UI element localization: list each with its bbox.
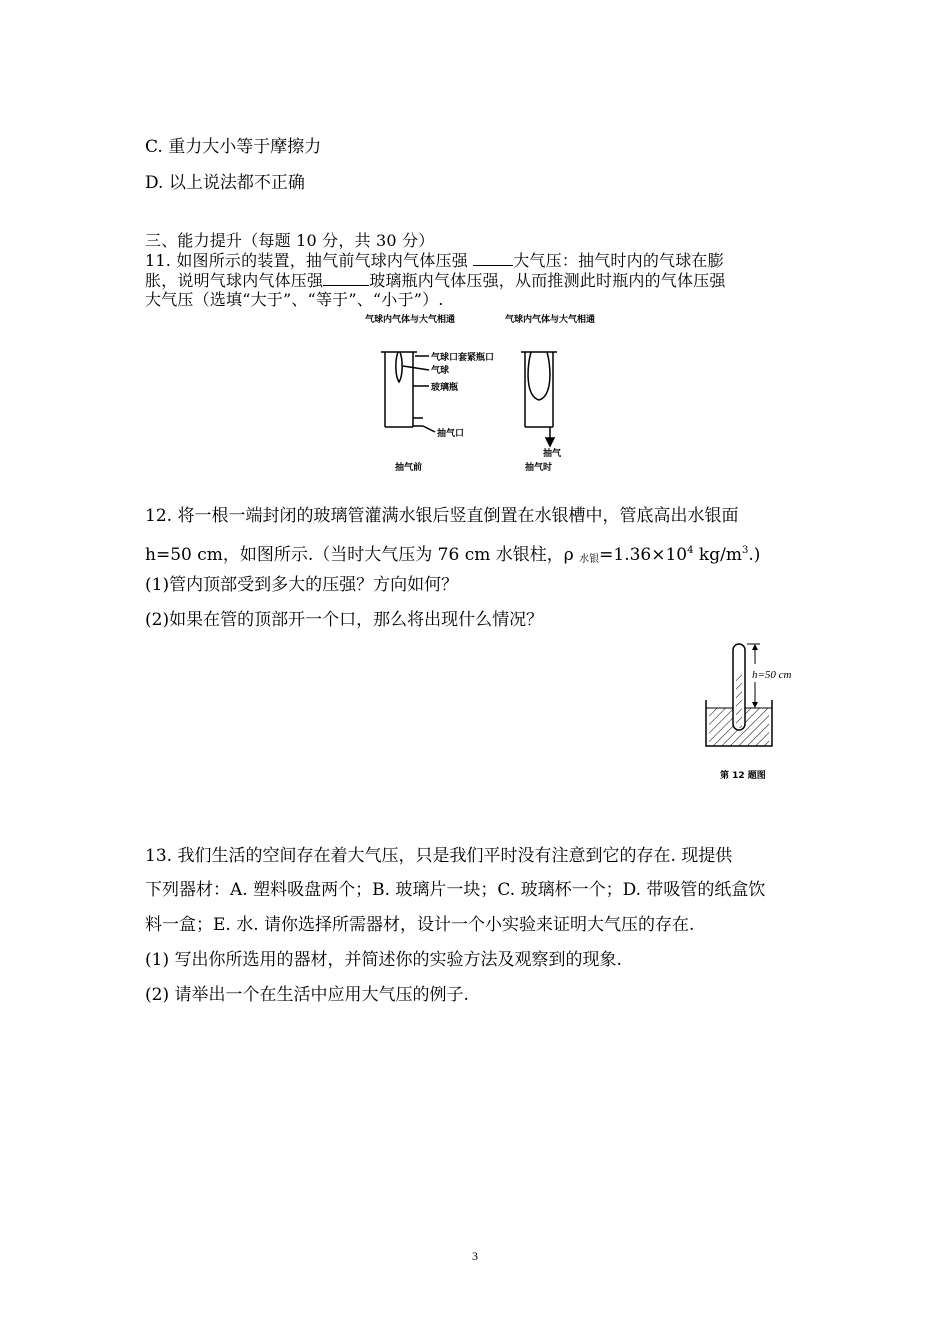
q12-text-d: .) [748, 545, 761, 565]
q11-right-top-label: 气球内气体与大气相通 [505, 315, 596, 325]
q11-line-3: 大气压（选填“大于”、“等于”、“小于”）. [145, 290, 444, 309]
q11-outlet-label: 抽气口 [437, 429, 465, 439]
q12-line-2 [145, 541, 760, 570]
q12-sub-1: (1)管内顶部受到多大的压强？方向如何？ [145, 575, 459, 595]
q11-blank-1 [473, 250, 513, 266]
q11-mouth-label: 气球口套紧瓶口 [431, 353, 495, 363]
q11-bottle-label: 玻璃瓶 [431, 383, 459, 393]
q11-blank-2 [323, 270, 369, 286]
q13-sub-1: (1) 写出你所选用的器材，并简述你的实验方法及观察到的现象. [145, 950, 622, 970]
q12-text-a: h=50 cm，如图所示.（当时大气压为 76 cm 水银柱，ρ [145, 545, 580, 565]
q11-caption-right: 抽气时 [525, 463, 553, 473]
q12-sub-2: (2)如果在管的顶部开一个口，那么将出现什么情况？ [145, 610, 544, 630]
option-d: D. 以上说法都不正确 [145, 173, 305, 193]
q12-rho-subscript: 水银 [579, 554, 600, 565]
q11-diagram [345, 310, 615, 480]
q11-caption-left: 抽气前 [395, 463, 423, 473]
q13-line-2: 下列器材：A. 塑料吸盘两个；B. 玻璃片一块；C. 玻璃杯一个；D. 带吸管的纸盒饮 [145, 880, 766, 900]
q12-height-label: h=50 cm [752, 669, 792, 681]
q12-diagram [700, 640, 815, 785]
q11-text-b: 大气压：抽气时内的气球在膨 [513, 251, 724, 270]
q13-line-1: 13. 我们生活的空间存在着大气压，只是我们平时没有注意到它的存在. 现提供 [145, 846, 733, 866]
q12-unit-exponent: 3 [741, 545, 749, 556]
q11-figure [345, 310, 615, 480]
page-number: 3 [472, 1249, 478, 1263]
q11-text-c: 胀，说明气球内气体压强 [145, 271, 324, 290]
q11-text-a: 11. 如图所示的装置，抽气前气球内气体压强 [145, 251, 474, 270]
q12-figure [700, 640, 815, 785]
q12-line-1: 12. 将一根一端封闭的玻璃管灌满水银后竖直倒置在水银槽中，管底高出水银面 [145, 506, 739, 526]
q11-text-d: 玻璃瓶内气体压强，从而推测此时瓶内的气体压强 [369, 271, 726, 290]
q13-line-3: 料一盒；E. 水. 请你选择所需器材，设计一个小实验来证明大气压的存在. [145, 915, 695, 935]
q12-exponent: 4 [687, 545, 694, 556]
q12-figure-caption: 第 12 题图 [720, 771, 766, 781]
q11-pump-label: 抽气 [543, 449, 562, 459]
q11-left-top-label: 气球内气体与大气相通 [365, 315, 456, 325]
q11-line-1 [145, 250, 724, 271]
q13-sub-2: (2) 请举出一个在生活中应用大气压的例子. [145, 985, 469, 1005]
option-c: C. 重力大小等于摩擦力 [145, 137, 322, 157]
section-heading: 三、能力提升（每题 10 分，共 30 分） [145, 231, 435, 250]
q11-balloon-label: 气球 [431, 366, 450, 376]
q12-text-b: =1.36×10 [599, 545, 688, 565]
q11-line-2 [145, 270, 726, 291]
q12-text-c: kg/m [693, 545, 742, 565]
